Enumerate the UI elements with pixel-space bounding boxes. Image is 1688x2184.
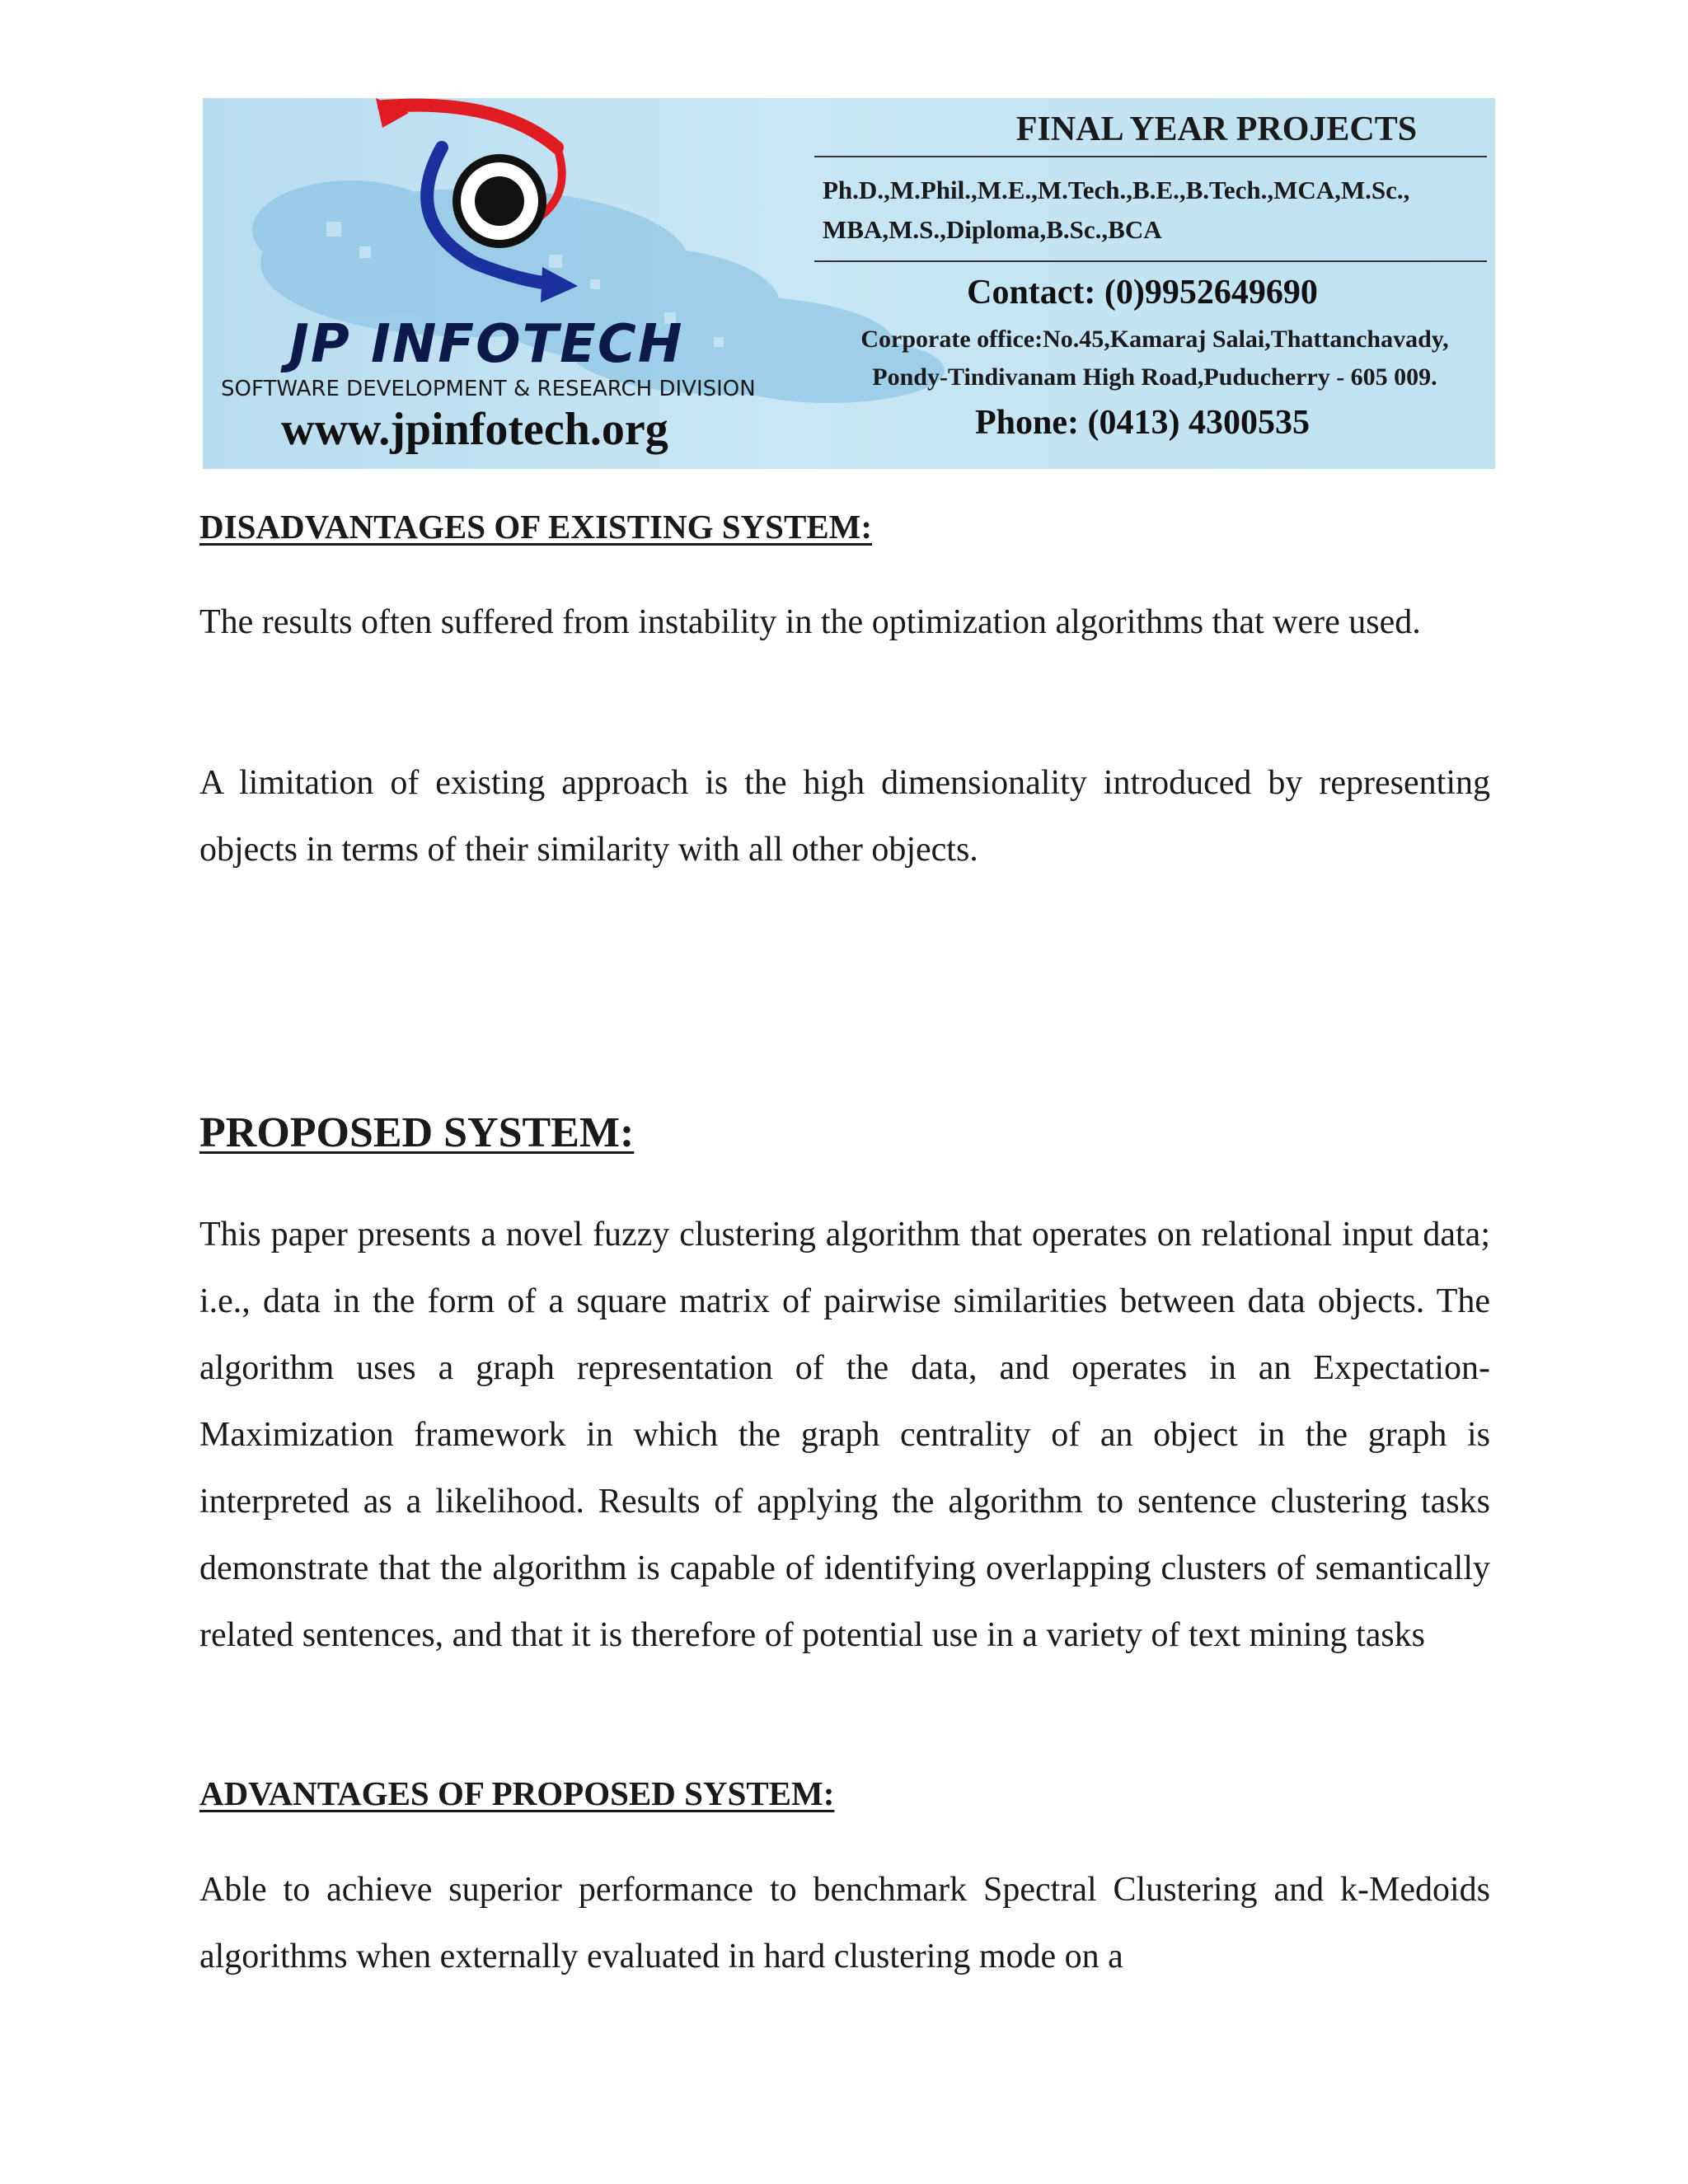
phone-number: Phone: (0413) 4300535 <box>975 404 1310 442</box>
company-website: www.jpinfotech.org <box>281 404 668 455</box>
proposed-system-heading: PROPOSED SYSTEM: <box>199 1109 635 1156</box>
banner-title: FINAL YEAR PROJECTS <box>1015 110 1418 148</box>
address-line-1: Corporate office:No.45,Kamaraj Salai,Thattanchavady, <box>860 326 1449 353</box>
eye-logo-icon <box>351 98 615 312</box>
degrees-line-2: MBA,M.S.,Diploma,B.Sc.,BCA <box>823 215 1162 244</box>
company-logo-name: JP INFOTECH <box>289 314 684 375</box>
banner-divider-top <box>814 156 1487 157</box>
disadvantage-paragraph-2: A limitation of existing approach is the high dimensionality introduced by representing objects in terms of their similarity with all other objects. <box>199 764 1490 869</box>
proposed-system-paragraph: This paper presents a novel fuzzy clustering algorithm that operates on relational input data; i.e., data in the form of a square matrix of pairwise similarities between data objects. The algorithm uses a graph representation of the data, and operates in an Expectation-Maximization framework in which the graph centrality of an object in the graph is interpreted as a likelihood. Results of applying the algorithm to sentence clustering tasks demonstrate that the algorithm is capable of identifying overlapping clusters of semantically related sentences, and that it is therefore of potential use in a variety of text mining tasks <box>199 1216 1490 1654</box>
address-line-2: Pondy-Tindivanam High Road,Puducherry - 605 009. <box>872 363 1437 391</box>
header-banner <box>203 98 1495 469</box>
advantage-paragraph-1: Able to achieve superior performance to benchmark Spectral Clustering and k-Medoids algorithms when externally evaluated in hard clustering mode on a <box>199 1871 1490 1975</box>
company-tagline: SOFTWARE DEVELOPMENT & RESEARCH DIVISION <box>221 377 756 401</box>
banner-divider-bottom <box>814 260 1487 262</box>
advantages-heading: ADVANTAGES OF PROPOSED SYSTEM: <box>199 1774 835 1812</box>
degrees-line-1: Ph.D.,M.Phil.,M.E.,M.Tech.,B.E.,B.Tech.,MCA,M.Sc., <box>823 176 1410 204</box>
office-address <box>821 321 1489 396</box>
contact-number: Contact: (0)9952649690 <box>967 274 1318 312</box>
disadvantages-heading: DISADVANTAGES OF EXISTING SYSTEM: <box>199 508 873 546</box>
degrees-list <box>823 171 1482 250</box>
disadvantage-paragraph-1: The results often suffered from instability in the optimization algorithms that were used. <box>199 603 1421 641</box>
